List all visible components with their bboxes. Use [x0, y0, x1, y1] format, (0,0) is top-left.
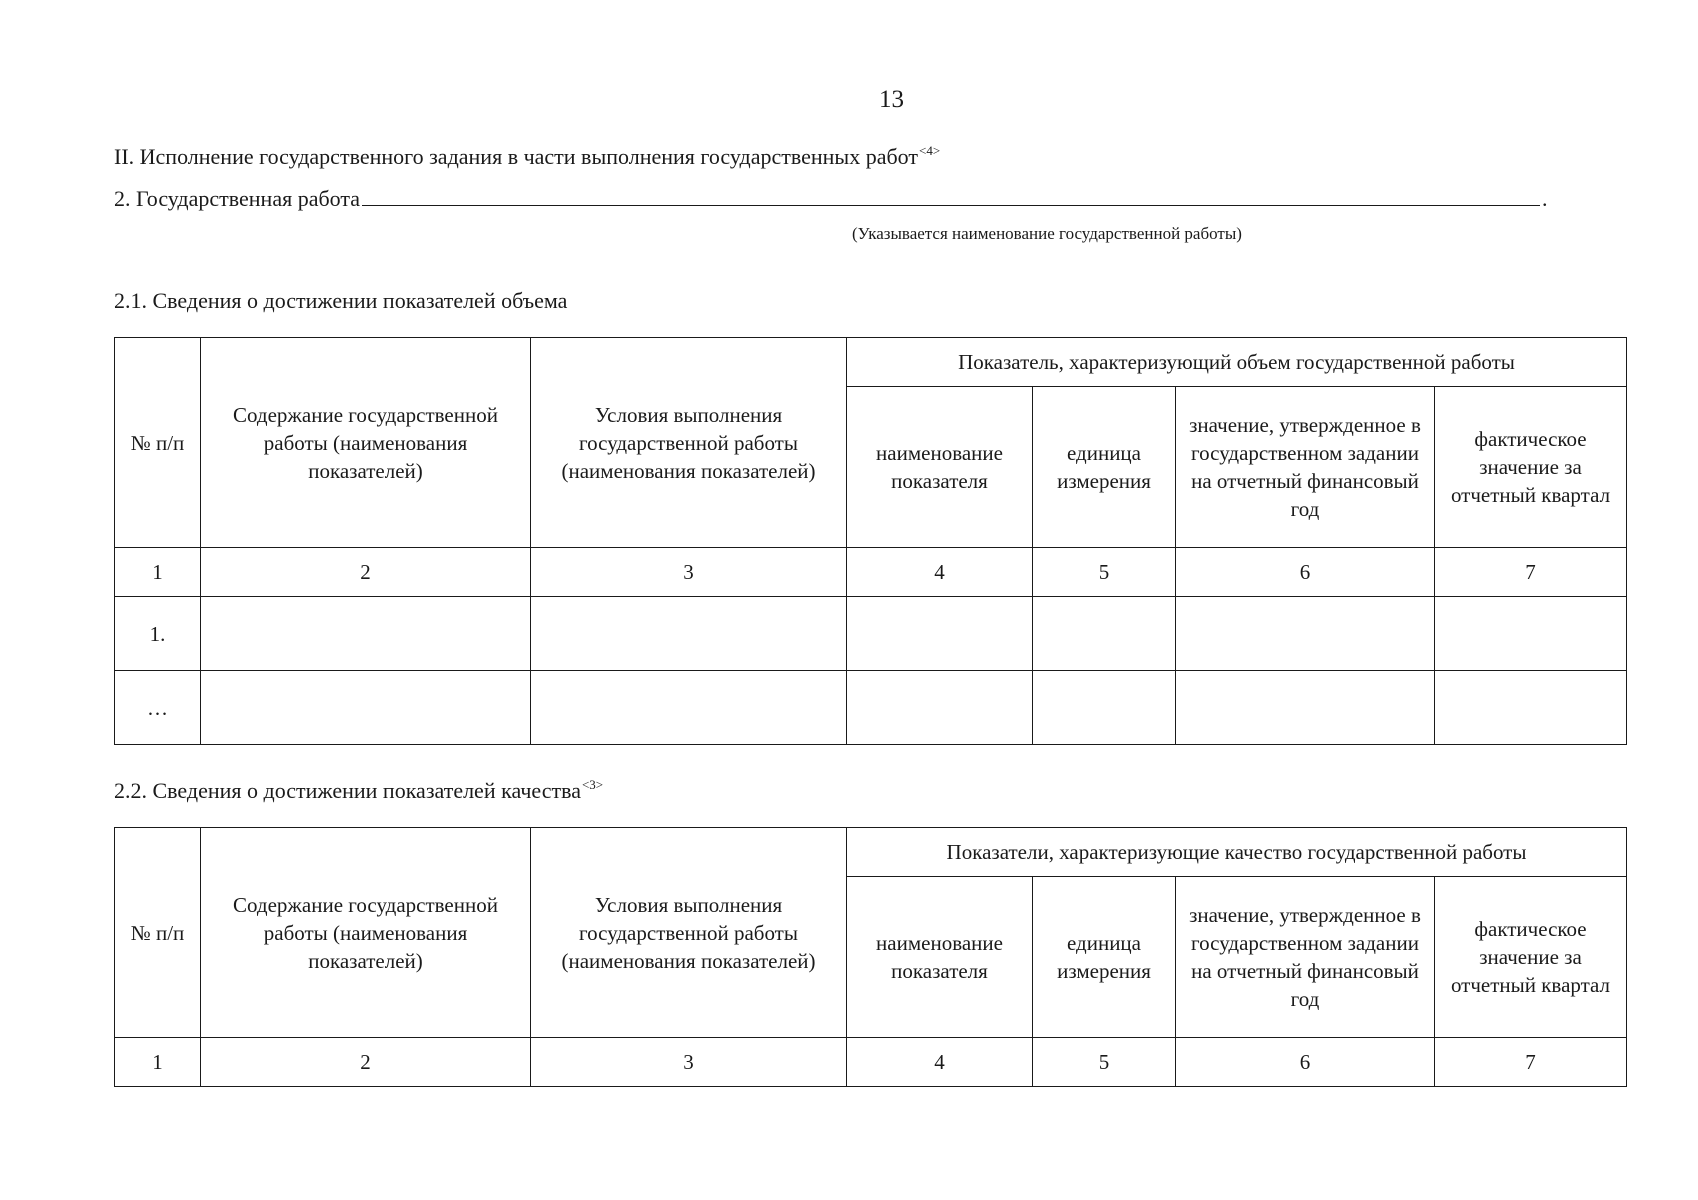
footnote-ref: <3>: [581, 777, 604, 792]
column-number: 3: [531, 1038, 847, 1087]
empty-cell: [1033, 671, 1176, 745]
page-number: 13: [879, 86, 904, 113]
column-number: 6: [1176, 1038, 1435, 1087]
column-number: 5: [1033, 548, 1176, 597]
empty-cell: [201, 671, 531, 745]
work-label: 2. Государственная работа: [114, 186, 361, 211]
empty-cell: [531, 597, 847, 671]
column-number: 2: [201, 548, 531, 597]
empty-cell: [531, 671, 847, 745]
empty-cell: [1176, 671, 1435, 745]
header-num: № п/п: [115, 338, 201, 548]
row-num: 1.: [115, 597, 201, 671]
column-number: 6: [1176, 548, 1435, 597]
column-number: 1: [115, 548, 201, 597]
header-approved-value: значение, утвержденное в государственном задании на отчетный финансовый год: [1176, 877, 1435, 1038]
empty-cell: [1435, 597, 1627, 671]
header-approved-value: значение, утвержденное в государственном задании на отчетный финансовый год: [1176, 387, 1435, 548]
header-actual-value: фактическое значение за отчетный квартал: [1435, 387, 1627, 548]
quality-table: [114, 827, 1627, 1087]
quality-title-text: 2.2. Сведения о достижении показателей качества: [114, 778, 581, 803]
volume-section-title: 2.1. Сведения о достижении показателей объема: [114, 288, 568, 313]
column-number: 4: [847, 1038, 1033, 1087]
work-line-end: .: [1542, 186, 1548, 211]
table-row: [115, 671, 1627, 745]
work-name-blank: [362, 185, 1540, 206]
column-number: 3: [531, 548, 847, 597]
quality-section-title: [114, 777, 603, 804]
empty-cell: [1033, 597, 1176, 671]
section-title-text: II. Исполнение государственного задания в части выполнения государственных работ: [114, 144, 918, 169]
empty-cell: [847, 597, 1033, 671]
empty-cell: [201, 597, 531, 671]
row-num: …: [115, 671, 201, 745]
header-indicator-name: наименование показателя: [847, 877, 1033, 1038]
header-num: № п/п: [115, 828, 201, 1038]
empty-cell: [1176, 597, 1435, 671]
header-indicator-name: наименование показателя: [847, 387, 1033, 548]
section-title: [114, 143, 940, 170]
column-number: 5: [1033, 1038, 1176, 1087]
header-actual-value: фактическое значение за отчетный квартал: [1435, 877, 1627, 1038]
column-number: 4: [847, 548, 1033, 597]
work-hint: (Указывается наименование государственной работы): [852, 224, 1242, 243]
column-number: 7: [1435, 548, 1627, 597]
empty-cell: [1435, 671, 1627, 745]
header-unit: единица измерения: [1033, 387, 1176, 548]
column-number: 7: [1435, 1038, 1627, 1087]
volume-table: [114, 337, 1627, 745]
footnote-ref: <4>: [918, 143, 941, 158]
header-conditions: Условия выполнения государственной работы (наименования показателей): [531, 338, 847, 548]
header-unit: единица измерения: [1033, 877, 1176, 1038]
column-number: 2: [201, 1038, 531, 1087]
header-content: Содержание государственной работы (наименования показателей): [201, 338, 531, 548]
column-number: 1: [115, 1038, 201, 1087]
header-group: Показатель, характеризующий объем государственной работы: [847, 338, 1627, 387]
header-group: Показатели, характеризующие качество государственной работы: [847, 828, 1627, 877]
header-content: Содержание государственной работы (наименования показателей): [201, 828, 531, 1038]
empty-cell: [847, 671, 1033, 745]
work-line: [114, 185, 1574, 212]
table-row: [115, 597, 1627, 671]
header-conditions: Условия выполнения государственной работы (наименования показателей): [531, 828, 847, 1038]
